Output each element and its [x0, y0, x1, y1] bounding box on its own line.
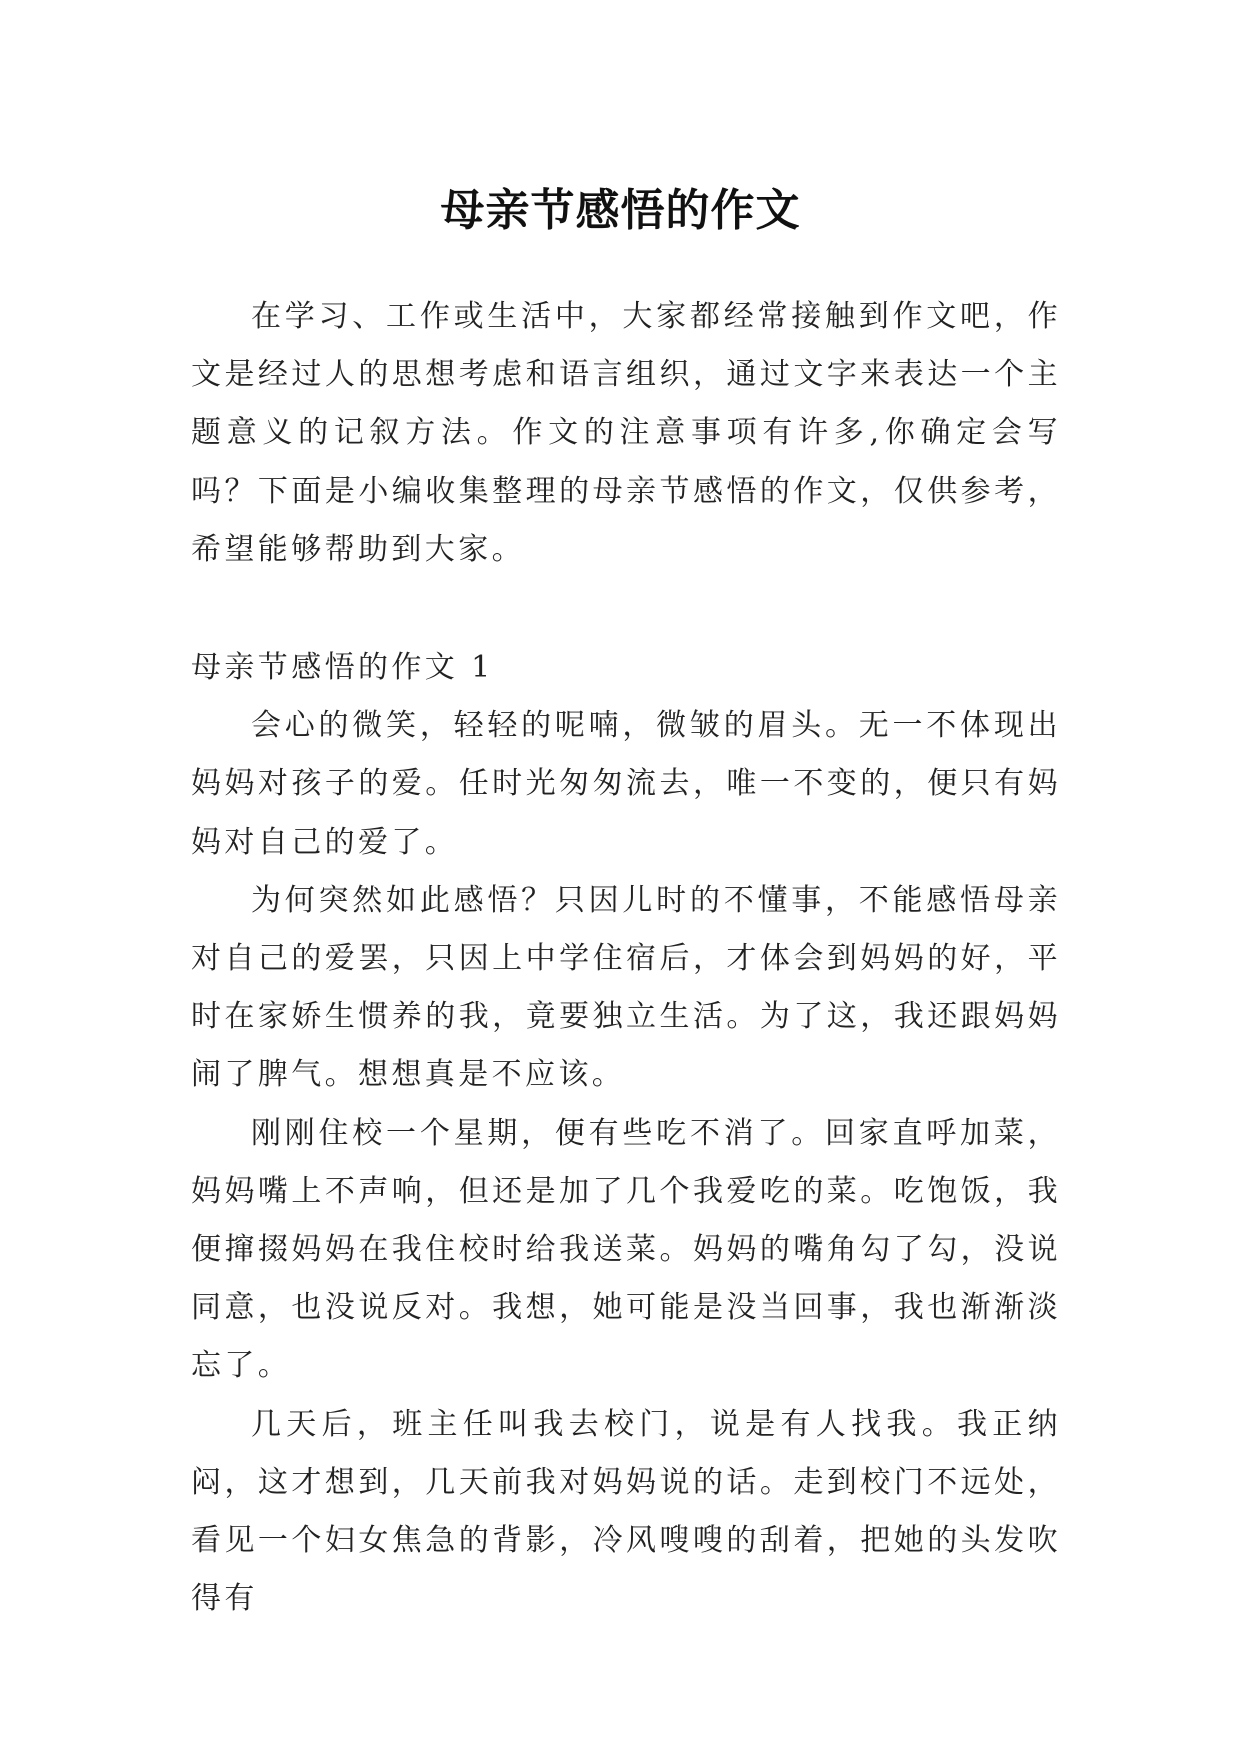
- body-paragraph-4: 几天后，班主任叫我去校门，说是有人找我。我正纳闷，这才想到，几天前我对妈妈说的话。走到校门不远处，看见一个妇女焦急的背影，冷风嗖嗖的刮着，把她的头发吹得有: [191, 1406, 1061, 1617]
- intro-paragraph: 在学习、工作或生活中，大家都经常接触到作文吧，作文是经过人的思想考虑和语言组织，通过文字来表达一个主题意义的记叙方法。作文的注意事项有许多,你确定会写吗？下面是小编收集整理的母亲节感悟的作文，仅供参考，希望能够帮助到大家。: [191, 299, 1061, 567]
- document-body: [191, 288, 1061, 1628]
- section-heading: 母亲节感悟的作文 1: [191, 650, 494, 686]
- body-paragraph-3: 刚刚住校一个星期，便有些吃不消了。回家直呼加菜，妈妈嘴上不声响，但还是加了几个我爱吃的菜。吃饱饭，我便撺掇妈妈在我住校时给我送菜。妈妈的嘴角勾了勾，没说同意，也没说反对。我想，她可能是没当回事，我也渐渐淡忘了。: [191, 1115, 1061, 1384]
- document-title: 母亲节感悟的作文: [440, 185, 801, 237]
- body-paragraph-1: 会心的微笑，轻轻的呢喃，微皱的眉头。无一不体现出妈妈对孩子的爱。任时光匆匆流去，唯一不变的，便只有妈妈对自己的爱了。: [191, 708, 1061, 860]
- body-paragraph-2: 为何突然如此感悟？只因儿时的不懂事，不能感悟母亲对自己的爱罢，只因上中学住宿后，才体会到妈妈的好，平时在家娇生惯养的我，竟要独立生活。为了这，我还跟妈妈闹了脾气。想想真是不应该。: [191, 882, 1061, 1093]
